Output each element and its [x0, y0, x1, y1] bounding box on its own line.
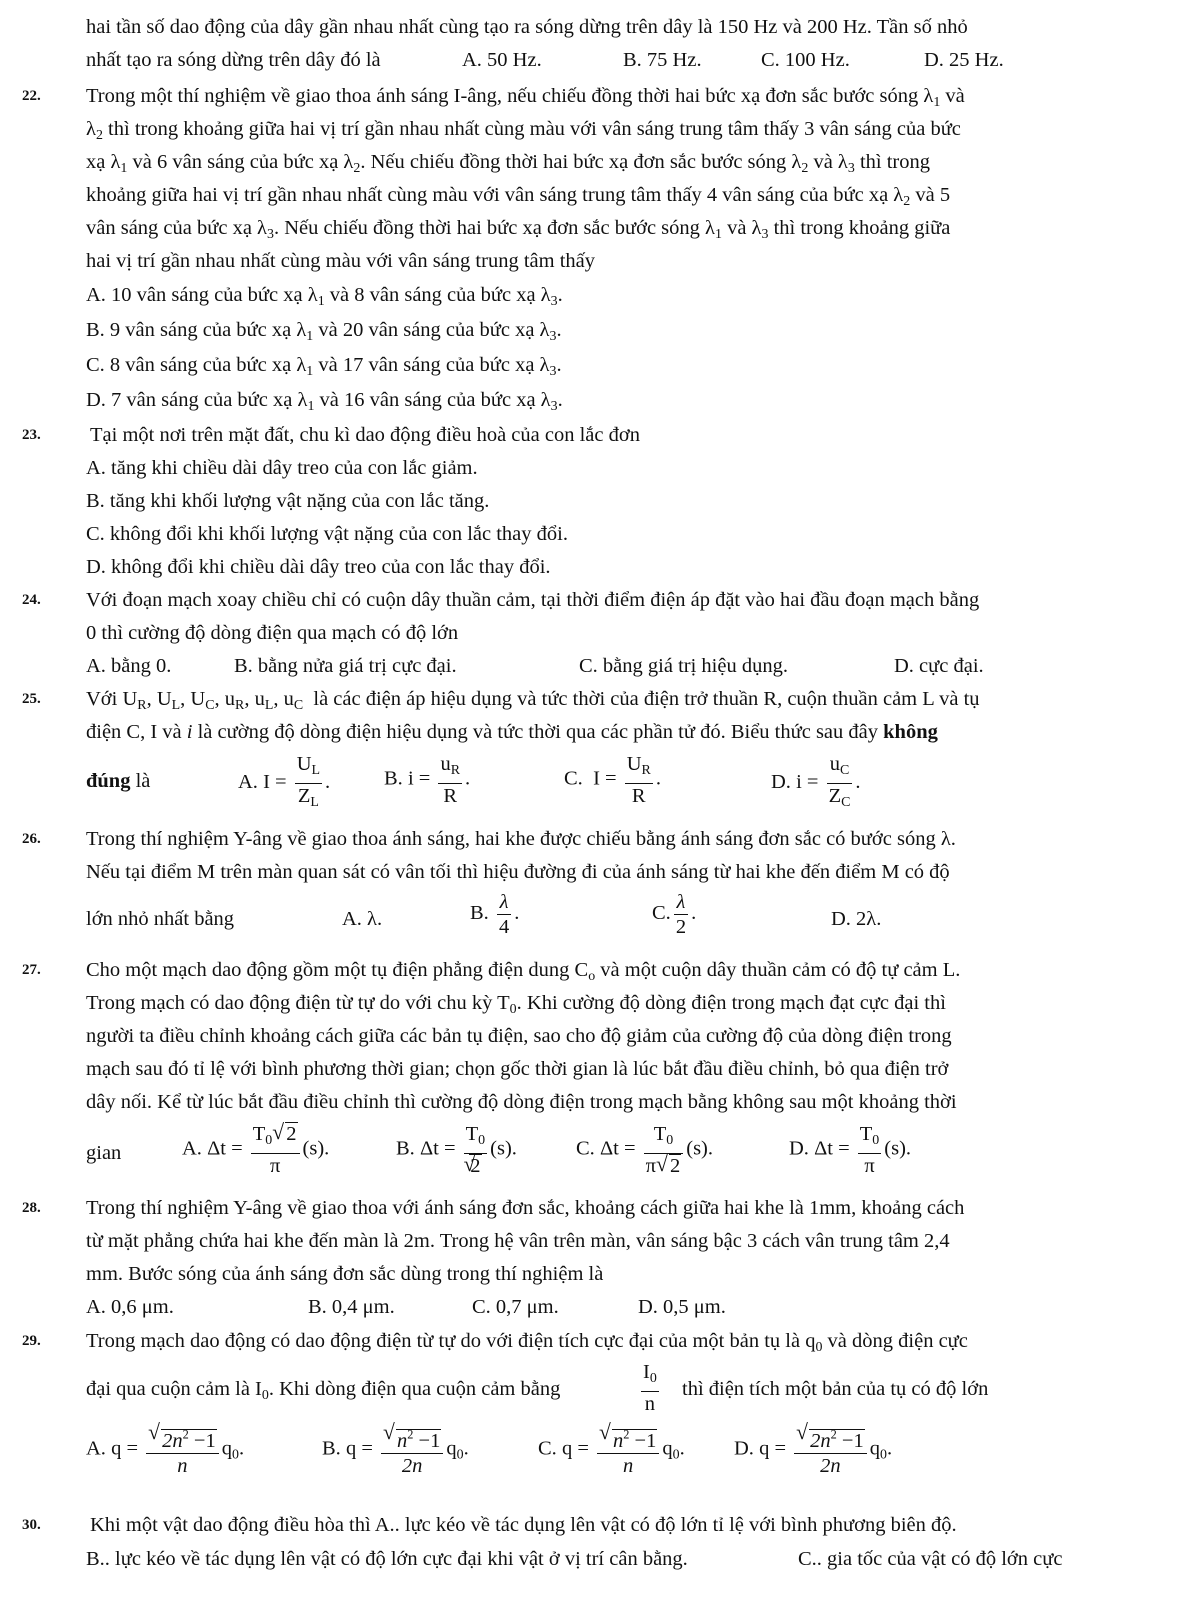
- q27-options-row: gian A. Δt = $\frac{T_0√ 2}{\pi}$ (s). B. Δt = $T_0$ √ 2 (s). C. Δt = $\frac{T_0}{\pi√ 2}$ (s). D. Δt = $\frac{T_0}{\pi}$ (s).: [86, 1122, 1086, 1186]
- question-number-29: 29.: [22, 1333, 41, 1349]
- q23-option-d: D. không đổi khi chiều dài dây treo của con lắc thay đổi.: [86, 556, 551, 578]
- q27-text-line1: Cho một mạch dao động gồm một tụ điện phẳng điện dung $C_o$ và một cuộn dây thuần cảm có độ tự cảm L.: [86, 959, 961, 984]
- q22-text-line5: vân sáng của bức xạ $\lambda_3$. Nếu chiếu đồng thời hai bức xạ đơn sắc bước sóng $\lambda_1$ và $\lambda_3$ thì trong khoảng giữa: [86, 217, 951, 242]
- q24-option-c: C. bằng giá trị hiệu dụng.: [579, 655, 788, 677]
- q28-text-line2: từ mặt phẳng chứa hai khe đến màn là 2m. Trong hệ vân trên màn, vân sáng bậc 3 cách vân trung tâm 2,4: [86, 1230, 950, 1252]
- q23-option-c: C. không đổi khi khối lượng vật nặng của con lắc thay đổi.: [86, 523, 568, 545]
- question-number-22: 22.: [22, 88, 41, 104]
- q28-option-b: B. 0,4 μm.: [308, 1296, 395, 1318]
- q29-fraction: $\frac{I_0}{n}$: [643, 1361, 657, 1415]
- q25-options-row: đúng là A. I = $\frac{U_L}{Z_L}$ . B. i = $\frac{u_R}{R}$ . C. I = $\frac{U_R}{R}$ . D. i = $\frac{u_C}{Z_C}$ .: [86, 752, 1086, 812]
- q25-option-c: C. I = $\frac{U_R}{R}$ .: [564, 753, 661, 807]
- q26-text-line1: Trong thí nghiệm Y-âng về giao thoa ánh sáng, hai khe được chiếu bằng ánh sáng đơn sắc có bước sóng λ.: [86, 828, 956, 850]
- q27-option-d: D. Δt = $\frac{T_0}{\pi}$ (s).: [789, 1123, 912, 1177]
- q27-text-line5: dây nối. Kể từ lúc bắt đầu điều chỉnh thì cường độ dòng điện trong mạch bằng không sau một khoảng thời: [86, 1091, 957, 1113]
- q28-text-line1: Trong thí nghiệm Y-âng về giao thoa với ánh sáng đơn sắc, khoảng cách giữa hai khe là 1mm, khoảng cách: [86, 1197, 965, 1219]
- question-number-24: 24.: [22, 592, 41, 608]
- q27-text-line3: người ta điều chỉnh khoảng cách giữa các bản tụ điện, sao cho độ giảm của cường độ của dòng điện trong: [86, 1025, 952, 1047]
- q24-option-d: D. cực đại.: [894, 655, 984, 677]
- q30-option-b: B.. lực kéo về tác dụng lên vật có độ lớn cực đại khi vật ở vị trí cân bằng.: [86, 1548, 688, 1570]
- q21-text-line2: nhất tạo ra sóng dừng trên dây đó là A. 50 Hz. B. 75 Hz. C. 100 Hz. D. 25 Hz.: [86, 49, 1004, 71]
- q25-option-a: A. I = $\frac{U_L}{Z_L}$ .: [238, 753, 331, 810]
- q27-option-b: B. Δt = $T_0$ √ 2 (s).: [396, 1122, 517, 1178]
- q27-text-line4: mạch sau đó tỉ lệ với bình phương thời gian; chọn gốc thời gian là lúc bắt đầu điều chỉnh, bỏ qua điện trở: [86, 1058, 949, 1080]
- question-number-27: 27.: [22, 962, 41, 978]
- q30-text-line2: [86, 1546, 1186, 1572]
- q21-option-b: B. 75 Hz.: [623, 49, 702, 71]
- q26-option-d: D. 2λ.: [831, 908, 882, 930]
- q23-text: Tại một nơi trên mặt đất, chu kì dao động điều hoà của con lắc đơn: [90, 424, 640, 446]
- q29-text-line1: Trong mạch dao động có dao động điện từ tự do với điện tích cực đại của một bản tụ là $q_0$ và dòng điện cực: [86, 1330, 968, 1355]
- q21-option-c: C. 100 Hz.: [761, 49, 850, 71]
- question-number-28: 28.: [22, 1200, 41, 1216]
- q27-text-line2: Trong mạch có dao động điện từ tự do với chu kỳ $T_0$. Khi cường độ dòng điện trong mạch đạt cực đại thì: [86, 992, 946, 1017]
- q29-option-c: C. q = √ $\frac{n^2 -1}{n}$ $q_0$.: [538, 1422, 685, 1478]
- question-number-26: 26.: [22, 831, 41, 847]
- q28-option-d: D. 0,5 μm.: [638, 1296, 726, 1318]
- q30-option-c: C.. gia tốc của vật có độ lớn cực: [798, 1548, 1063, 1570]
- q24-option-a: A. bằng 0.: [86, 655, 172, 677]
- question-number-23: 23.: [22, 427, 41, 443]
- q22-option-d: D. 7 vân sáng của bức xạ $\lambda_1$ và 16 vân sáng của bức xạ $\lambda_3$.: [86, 389, 563, 414]
- q21-option-a: A. 50 Hz.: [462, 49, 542, 71]
- q27-option-c: C. Δt = $\frac{T_0}{\pi√ 2}$ (s).: [576, 1122, 713, 1178]
- q23-option-b: B. tăng khi khối lượng vật nặng của con lắc tăng.: [86, 490, 490, 512]
- q24-text-line2: 0 thì cường độ dòng điện qua mạch có độ lớn: [86, 622, 459, 644]
- q28-option-c: C. 0,7 μm.: [472, 1296, 559, 1318]
- q25-text-line1: Với $U_R$, $U_L$, $U_C$, $u_R$, $u_L$, $u_C$ là các điện áp hiệu dụng và tức thời của điện trở thuần R, cuộn thuần cảm L và tụ: [86, 688, 980, 713]
- q22-option-b: B. 9 vân sáng của bức xạ $\lambda_1$ và 20 vân sáng của bức xạ $\lambda_3$.: [86, 319, 562, 344]
- question-number-30: 30.: [22, 1517, 41, 1533]
- question-number-25: 25.: [22, 691, 41, 707]
- q30-text-line1: Khi một vật dao động điều hòa thì A.. lực kéo về tác dụng lên vật có độ lớn tỉ lệ với bình phương biên độ.: [90, 1514, 957, 1536]
- q29-option-a: A. q = √ $\frac{2n^2 -1}{n}$ $q_0$.: [86, 1422, 244, 1478]
- q22-option-c: C. 8 vân sáng của bức xạ $\lambda_1$ và 17 vân sáng của bức xạ $\lambda_3$.: [86, 354, 562, 379]
- q22-text-line4: khoảng giữa hai vị trí gần nhau nhất cùng màu với vân sáng trung tâm thấy 4 vân sáng của bức xạ $\lambda_2$ và 5: [86, 184, 951, 209]
- q25-option-d: D. i = $\frac{u_C}{Z_C}$ .: [771, 753, 861, 810]
- q25-text-line2: điện C, I và i là cường độ dòng điện hiệu dụng và tức thời qua các phần tử đó. Biểu thức sau đây không: [86, 721, 938, 743]
- q28-option-a: A. 0,6 μm.: [86, 1296, 174, 1318]
- q26-options-row: lớn nhỏ nhất bằng A. λ. B. $\frac{\lambda}{4}$ . C. $\frac{\lambda}{2}$ . D. 2λ.: [86, 891, 882, 938]
- q25-option-b: B. i = $\frac{u_R}{R}$ .: [384, 753, 471, 807]
- q28-text-line3: mm. Bước sóng của ánh sáng đơn sắc dùng trong thí nghiệm là: [86, 1263, 604, 1285]
- q29-options-row: [86, 1422, 1086, 1490]
- q22-option-a: A. 10 vân sáng của bức xạ $\lambda_1$ và 8 vân sáng của bức xạ $\lambda_3$.: [86, 284, 563, 309]
- q24-option-b: B. bằng nửa giá trị cực đại.: [234, 655, 457, 677]
- q27-option-a: A. Δt = $\frac{T_0√ 2}{\pi}$ (s).: [182, 1122, 329, 1178]
- q26-option-a: A. λ.: [342, 908, 383, 930]
- q23-option-a: A. tăng khi chiều dài dây treo của con lắc giảm.: [86, 457, 478, 479]
- q22-text-line3: xạ $\lambda_1$ và 6 vân sáng của bức xạ $\lambda_2$. Nếu chiếu đồng thời hai bức xạ đơn sắc bước sóng $\lambda_2$ và $\lambda_3$ thì trong: [86, 151, 931, 176]
- q26-option-c: C. $\frac{\lambda}{2}$ .: [652, 891, 697, 938]
- q29-option-d: D. q = √ $\frac{2n^2 -1}{2n}$ $q_0$.: [734, 1422, 892, 1478]
- q22-text-line1: Trong một thí nghiệm về giao thoa ánh sáng I-âng, nếu chiếu đồng thời hai bức xạ đơn sắc bước sóng $\lambda_1$ và: [86, 85, 965, 110]
- q22-text-line6: hai vị trí gần nhau nhất cùng màu với vân sáng trung tâm thấy: [86, 250, 595, 272]
- q21-option-d: D. 25 Hz.: [924, 49, 1004, 71]
- q26-text-line2: Nếu tại điểm M trên màn quan sát có vân tối thì hiệu đường đi của ánh sáng từ hai khe đến điểm M có độ: [86, 861, 950, 883]
- q22-text-line2: $\lambda_2$ thì trong khoảng giữa hai vị trí gần nhau nhất cùng màu với vân sáng trung tâm thấy 3 vân sáng của bức: [86, 118, 961, 143]
- q26-option-b: B. $\frac{\lambda}{4}$ .: [470, 891, 520, 938]
- q24-text-line1: Với đoạn mạch xoay chiều chỉ có cuộn dây thuần cảm, tại thời điểm điện áp đặt vào hai đầu đoạn mạch bằng: [86, 589, 980, 611]
- q21-text-line1: hai tần số dao động của dây gần nhau nhất cùng tạo ra sóng dừng trên dây là 150 Hz và 200 Hz. Tần số nhỏ: [86, 16, 968, 38]
- q29-option-b: B. q = √ $\frac{n^2 -1}{2n}$ $q_0$.: [322, 1422, 469, 1478]
